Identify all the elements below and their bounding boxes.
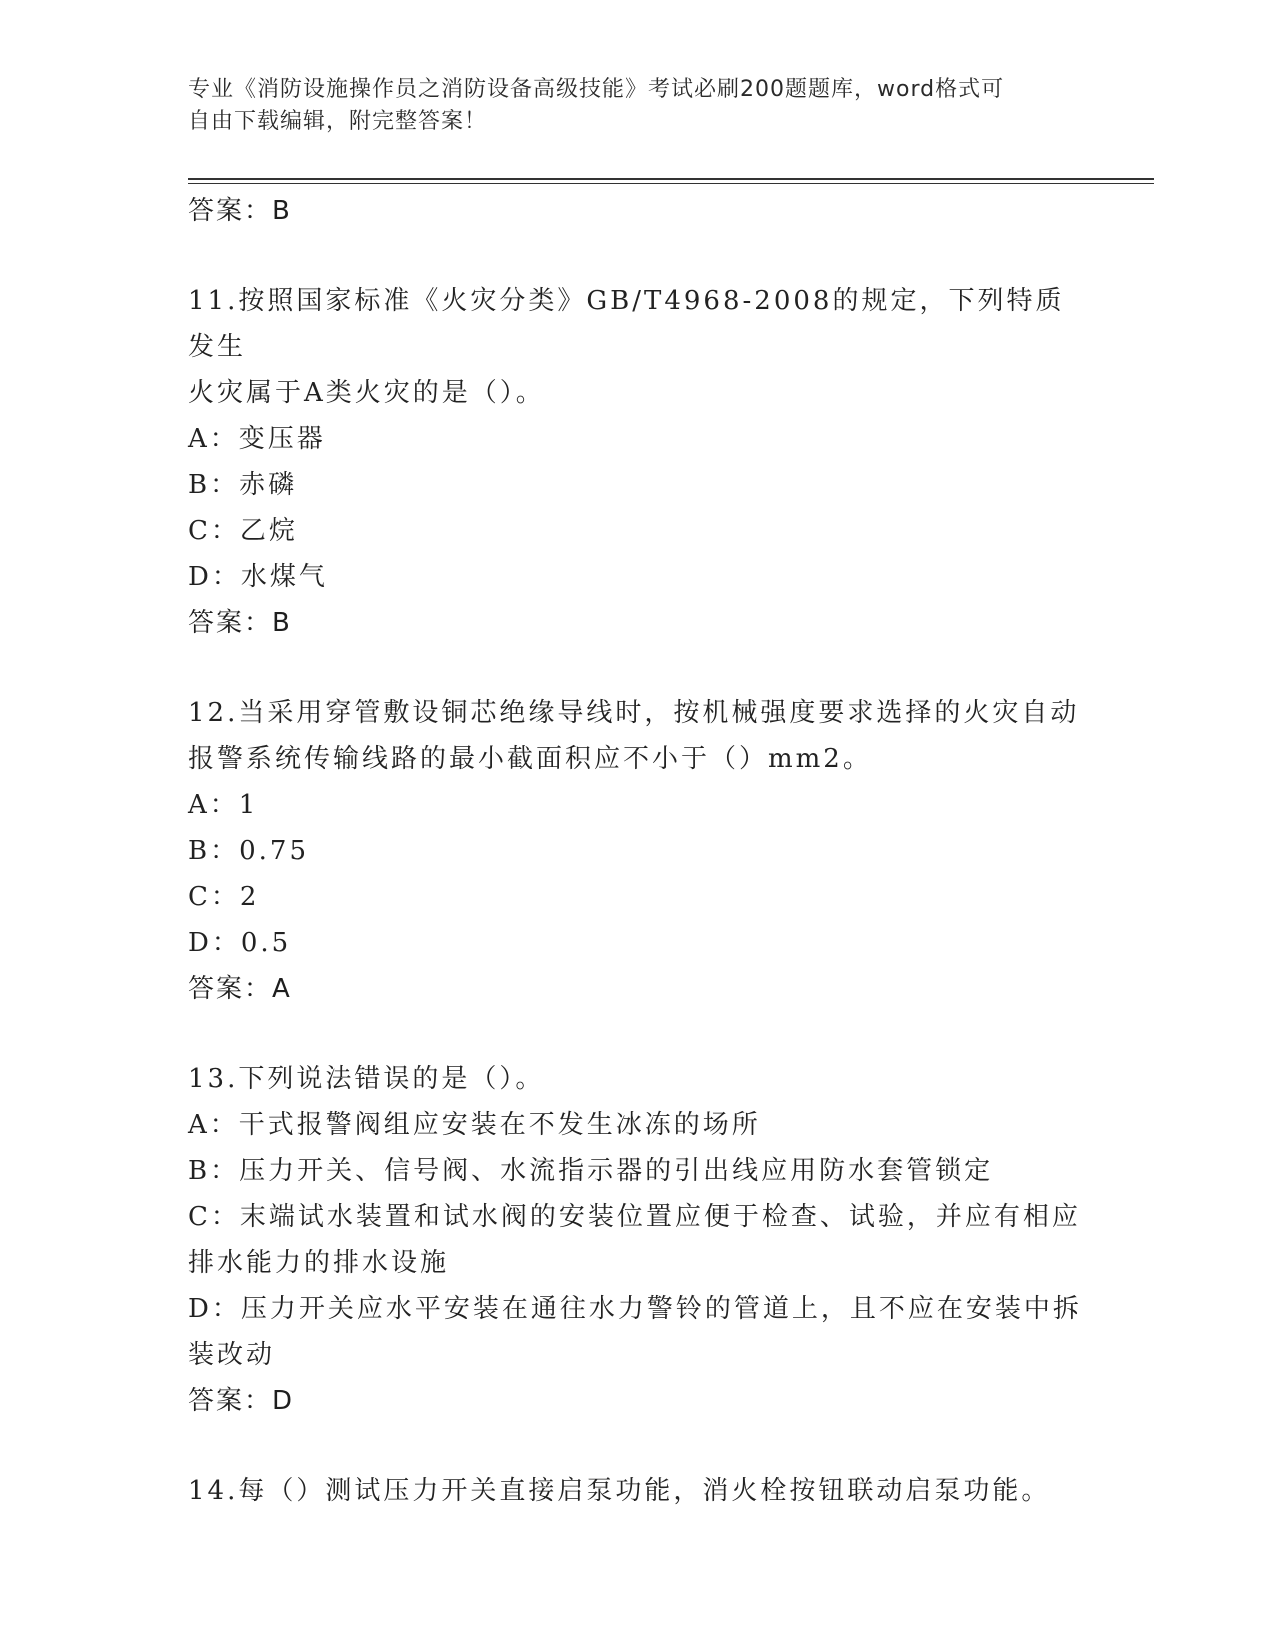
option-d: D：压力开关应水平安装在通往水力警铃的管道上，且不应在安装中拆 [188,1294,1082,1324]
question-text: 14.每（）测试压力开关直接启泵功能，消火栓按钮联动启泵功能。 [188,1476,1051,1506]
spacer [188,234,1088,278]
question-12 [188,690,1088,1012]
spacer [188,1012,1088,1056]
option-d: D：0.5 [188,928,292,958]
question-list [188,188,1088,1514]
option-a: A：1 [188,790,259,820]
question-text: 报警系统传输线路的最小截面积应不小于（）mm2。 [188,744,872,774]
option-b: B：压力开关、信号阀、水流指示器的引出线应用防水套管锁定 [188,1156,994,1186]
header-divider-thin [188,183,1154,184]
previous-answer: 答案：B [188,196,292,226]
option-c: C：末端试水装置和试水阀的安装位置应便于检查、试验，并应有相应 [188,1202,1081,1232]
question-11 [188,278,1088,646]
option-c-continued: 排水能力的排水设施 [188,1248,450,1278]
header-line-1: 专业《消防设施操作员之消防设备高级技能》考试必刷200题题库，word格式可 [188,77,1005,102]
question-13 [188,1056,1088,1424]
answer: 答案：B [188,608,292,638]
question-text: 13.下列说法错误的是（）。 [188,1064,545,1094]
option-a: A：变压器 [188,424,326,454]
option-c: C：乙烷 [188,516,298,546]
question-14 [188,1468,1088,1514]
header-line-2: 自由下载编辑，附完整答案！ [188,109,488,134]
option-d: D：水煤气 [188,562,328,592]
spacer [188,646,1088,690]
option-b: B：赤磷 [188,470,298,500]
option-b: B：0.75 [188,836,309,866]
header-divider [188,178,1154,180]
option-d-continued: 装改动 [188,1340,276,1370]
option-c: C：2 [188,882,260,912]
spacer [188,1424,1088,1468]
answer: 答案：D [188,1386,295,1416]
answer: 答案：A [188,974,292,1004]
document-header [188,74,1068,138]
question-text: 火灾属于A类火灾的是（）。 [188,378,545,408]
question-text: 12.当采用穿管敷设铜芯绝缘导线时，按机械强度要求选择的火灾自动 [188,698,1080,728]
option-a: A：干式报警阀组应安装在不发生冰冻的场所 [188,1110,761,1140]
question-text: 11.按照国家标准《火灾分类》GB/T4968-2008的规定，下列特质发生 [188,286,1065,362]
